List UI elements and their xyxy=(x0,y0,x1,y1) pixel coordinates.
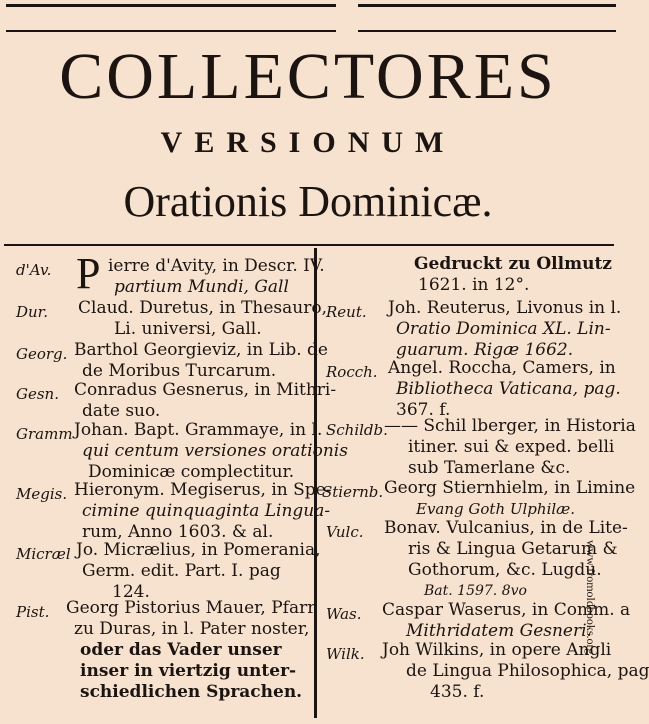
left-entry-text xyxy=(78,298,327,340)
drop-cap: P xyxy=(76,249,101,298)
title-collectores: COLLECTORES xyxy=(59,40,557,113)
entry-line: Bonav. Vulcanius, in de Lite- xyxy=(384,518,628,538)
right-entry-abbr: Wilk. xyxy=(326,645,365,663)
left-entry-text xyxy=(66,598,315,703)
entry-line: rum, Anno 1603. & al. xyxy=(82,522,274,542)
left-entry-abbr: Megis. xyxy=(16,485,68,503)
entry-line: Hieronym. Megiserus, in Spe- xyxy=(74,480,332,500)
entry-line: Bibliotheca Vaticana, pag. xyxy=(396,379,621,399)
entry-line: Georg Pistorius Mauer, Pfarr xyxy=(66,598,316,618)
entry-line: date suo. xyxy=(82,401,161,421)
top-rule-right-thick xyxy=(358,4,616,7)
right-entry-text xyxy=(414,254,612,296)
left-entry-abbr: Georg. xyxy=(16,345,68,363)
entry-line: ris & Lingua Getarum & xyxy=(408,539,618,559)
entry-line: oder das Vader unser xyxy=(80,640,282,660)
entry-line: Evang Goth Ulphilæ. xyxy=(416,500,576,518)
entry-line: 435. f. xyxy=(430,682,485,702)
right-entry-text xyxy=(382,640,649,703)
entry-line: Jo. Micrælius, in Pomerania, xyxy=(76,540,321,560)
left-entry-text xyxy=(74,420,348,483)
top-rule-right-thin xyxy=(358,30,616,32)
left-entry-abbr: Dur. xyxy=(16,303,48,321)
entry-line: qui centum versiones orationis xyxy=(82,441,348,461)
entry-line: guarum. Rigæ 1662. xyxy=(396,340,574,360)
title-orationis-dominicae: Orationis Dominicæ. xyxy=(123,177,493,226)
entry-line: Gothorum, &c. Lugdu. xyxy=(408,560,602,580)
entry-line: sub Tamerlane &c. xyxy=(408,458,571,478)
title-versionum: VERSIONUM xyxy=(160,126,456,159)
entry-line: —— Schil lberger, in Historia xyxy=(384,416,636,436)
left-entry-abbr: Gesn. xyxy=(16,385,59,403)
right-entry-abbr: Stiernb. xyxy=(322,483,384,501)
entry-line: zu Duras, in l. Pater noster, xyxy=(74,619,310,639)
left-entry-text xyxy=(74,340,328,382)
entry-line: cimine quinquaginta Lingua- xyxy=(82,501,331,521)
entry-line: Angel. Roccha, Camers, in xyxy=(388,358,616,378)
entry-line: 1621. in 12°. xyxy=(418,275,530,295)
right-entry-text xyxy=(388,358,621,421)
entry-line: ierre d'Avity, in Descr. IV. xyxy=(108,256,325,276)
entry-line: 124. xyxy=(112,582,150,602)
entry-line: Dominicæ complectitur. xyxy=(88,462,295,482)
entry-line: partium Mundi, Gall xyxy=(114,277,289,297)
left-entry-abbr: Gramm xyxy=(16,425,73,443)
entry-line: Caspar Waserus, in Comm. a xyxy=(382,600,631,620)
entry-line: Claud. Duretus, in Thesauro, xyxy=(78,298,328,318)
right-entry-abbr: Reut. xyxy=(326,303,367,321)
right-entry-abbr: Was. xyxy=(326,605,362,623)
entry-line: Barthol Georgieviz, in Lib. de xyxy=(74,340,328,360)
entry-line: Germ. edit. Part. I. pag xyxy=(82,561,281,581)
entry-line: Gedruckt zu Ollmutz xyxy=(414,254,612,274)
right-entry-abbr: Rocch. xyxy=(326,363,378,381)
entry-line: schiedlichen Sprachen. xyxy=(80,682,303,702)
entry-line: itiner. sui & exped. belli xyxy=(408,437,615,457)
entry-line: Joh Wilkins, in opere Angli xyxy=(382,640,612,660)
right-entry-abbr: Vulc. xyxy=(326,523,364,541)
entry-line: 367. f. xyxy=(396,400,451,420)
entry-line: Bat. 1597. 8vo xyxy=(424,583,527,599)
header-divider-rule xyxy=(4,244,614,246)
left-entry-abbr: Pist. xyxy=(16,603,50,621)
entry-line: de Moribus Turcarum. xyxy=(82,361,277,381)
right-entry-text xyxy=(384,478,635,520)
entry-line: Georg Stiernhielm, in Limine xyxy=(384,478,636,498)
left-entry-text xyxy=(74,380,336,422)
left-entry-abbr: d'Av. xyxy=(16,261,52,279)
left-entry-text xyxy=(76,540,321,603)
entry-line: Johan. Bapt. Grammaye, in l. xyxy=(74,420,323,440)
entry-line: Conradus Gesnerus, in Mithri- xyxy=(74,380,337,400)
entry-line: de Lingua Philosophica, pag xyxy=(406,661,649,681)
entry-line: Oratio Dominica XL. Lin- xyxy=(396,319,611,339)
right-entry-abbr: Schildb. xyxy=(326,421,388,439)
left-entry-text xyxy=(108,256,325,298)
entry-line: Mithridatem Gesneri. xyxy=(406,621,592,641)
right-entry-text xyxy=(388,298,621,361)
right-entry-text xyxy=(384,416,636,479)
watermark-text: www.fromoldbooks.org xyxy=(584,540,598,655)
top-rule-left-thick xyxy=(6,4,336,7)
top-rule-left-thin xyxy=(6,30,336,32)
left-entry-abbr: Micræl xyxy=(16,545,71,563)
left-entry-text xyxy=(74,480,331,543)
entry-line: Joh. Reuterus, Livonus in l. xyxy=(388,298,622,318)
entry-line: inser in viertzig unter- xyxy=(80,661,297,681)
entry-line: Li. universi, Gall. xyxy=(114,319,262,339)
